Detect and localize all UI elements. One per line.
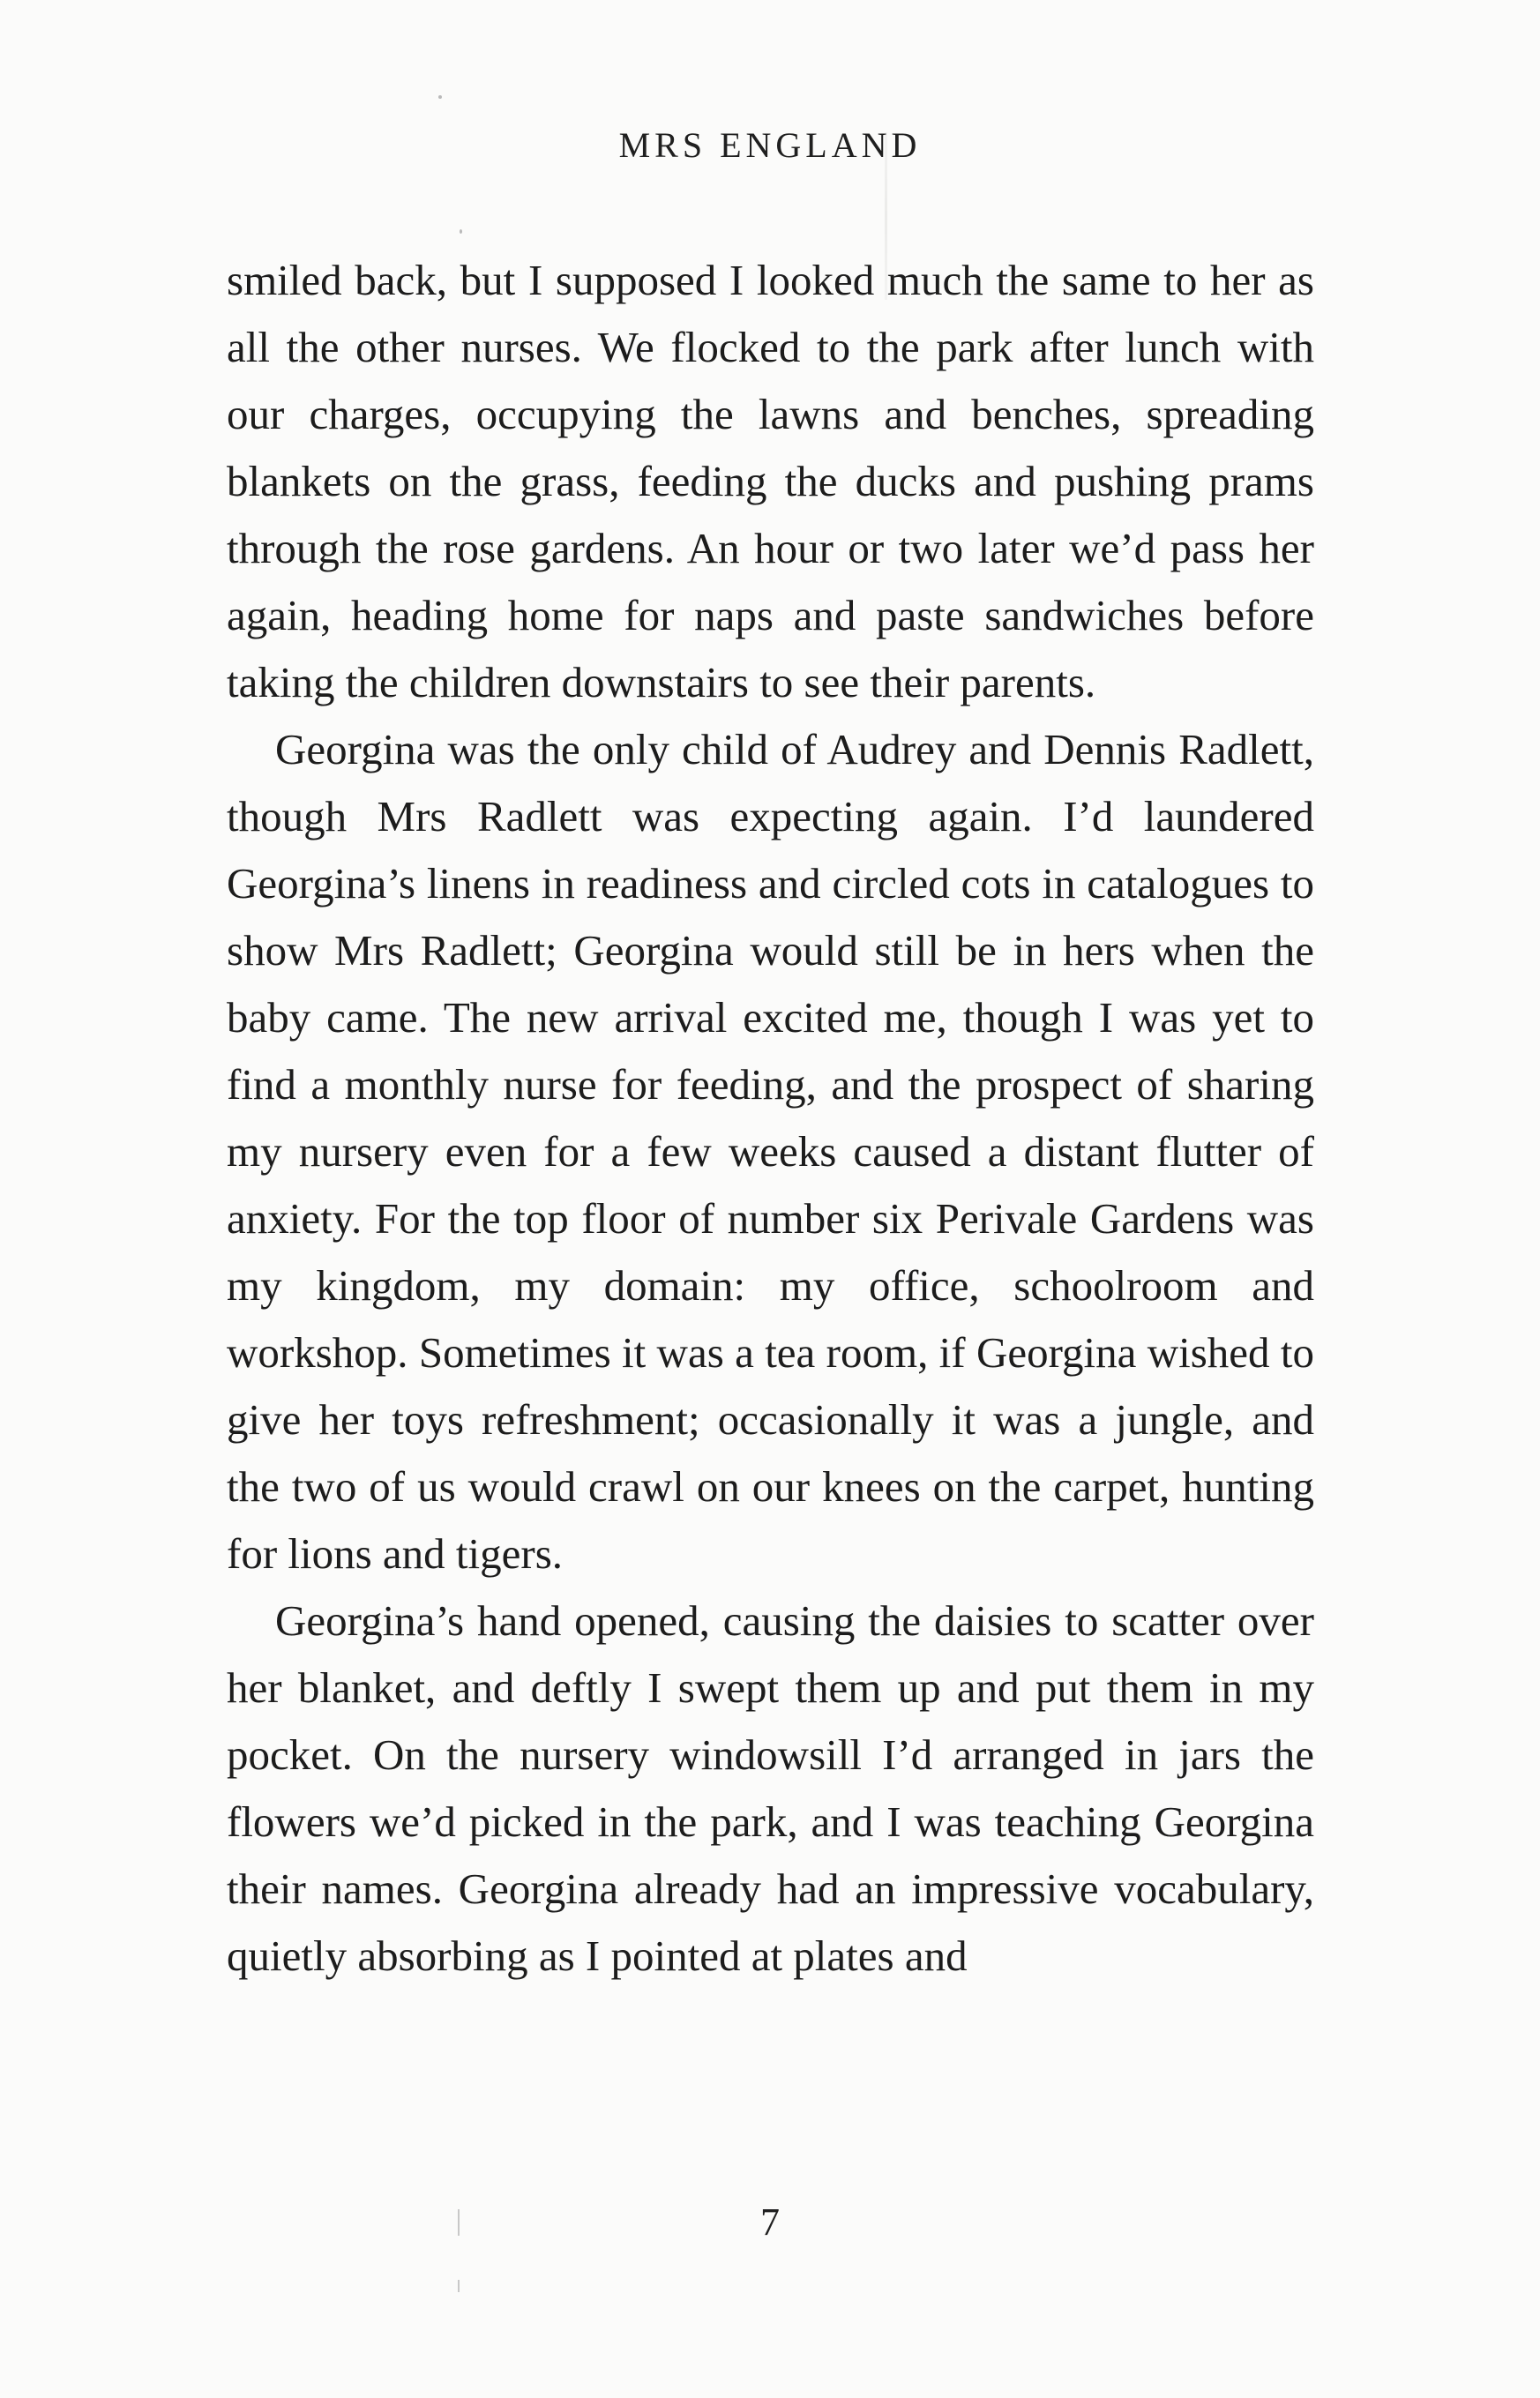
- body-text: [227, 247, 1314, 1990]
- scan-mark: [458, 2280, 460, 2292]
- scan-speck: [438, 95, 442, 99]
- paragraph-1: smiled back, but I supposed I looked much the same to her as all the other nurses. We flocked to the park after lunch with our charges, occupying the lawns and benches, spreading blankets on the grass, feeding the ducks and pushing prams through the rose gardens. An hour or two later we’d pass her again, heading home for naps and paste sandwiches before taking the children downstairs to see their parents.: [227, 256, 1314, 706]
- paragraph-3: Georgina’s hand opened, causing the daisies to scatter over her blanket, and deftly I swept them up and put them in my pocket. On the nursery windowsill I’d arranged in jars the flowers we’d picked in the park, and I was teaching Georgina their names. Georgina already had an impressive vocabulary, quietly absorbing as I pointed at plates and: [227, 1596, 1314, 1980]
- page-number: 7: [760, 2200, 780, 2244]
- paragraph-2: Georgina was the only child of Audrey and Dennis Radlett, though Mrs Radlett was expecting again. I’d laundered Georgina’s linens in readiness and circled cots in catalogues to show Mrs Radlett; Georgina would still be in hers when the baby came. The new arrival excited me, though I was yet to find a monthly nurse for feeding, and the prospect of sharing my nursery even for a few weeks caused a distant flutter of anxiety. For the top floor of number six Perivale Gardens was my kingdom, my domain: my office, schoolroom and workshop. Sometimes it was a tea room, if Georgina wished to give her toys refreshment; occasionally it was a jungle, and the two of us would crawl on our knees on the carpet, hunting for lions and tigers.: [227, 725, 1314, 1578]
- scan-speck: [460, 229, 462, 234]
- scan-mark: [458, 2209, 460, 2236]
- running-head: MRS ENGLAND: [618, 125, 922, 165]
